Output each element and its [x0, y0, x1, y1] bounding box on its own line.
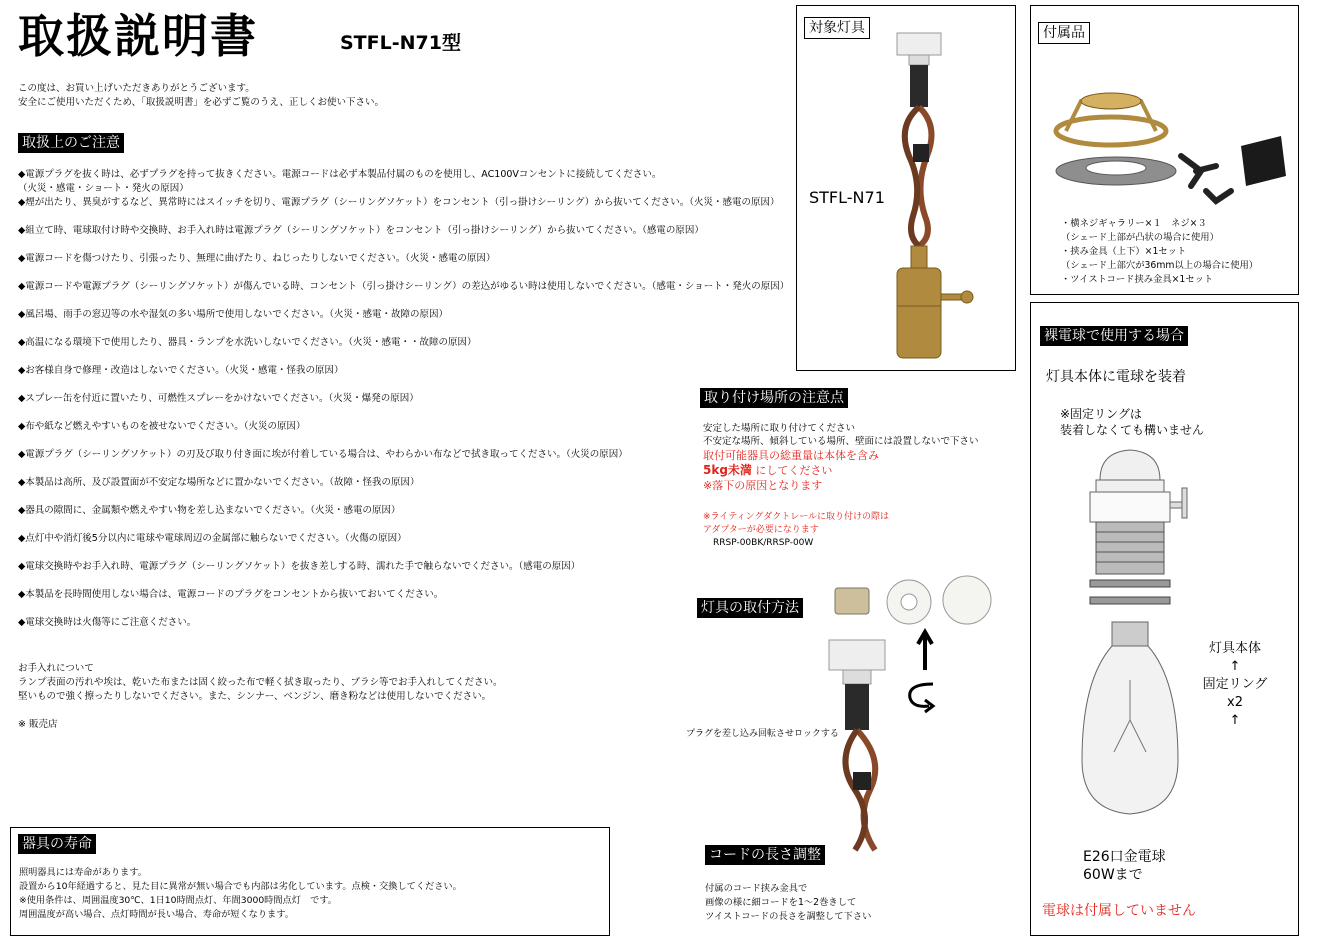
mounting-drop-note: ※落下の原因となります [703, 479, 823, 492]
mounting-line: 不安定な場所、傾斜している場所、壁面には設置しないで下さい [703, 436, 979, 447]
caution-item: ◆スプレー缶を付近に置いたり、可燃性スプレーをかけないでください。（火災・爆発の原因） [18, 393, 419, 404]
care-section [18, 662, 503, 704]
care-line: ランプ表面の汚れや埃は、乾いた布または固く絞った布で軽く拭き取ったり、ブラシ等でお手入れしてください。 [18, 677, 503, 688]
caution-item: ◆お客様自身で修理・改造はしないでください。（火災・感電・怪我の原因） [18, 365, 344, 376]
accessories-line: （シェード上部が凸状の場合に使用） [1061, 232, 1219, 243]
care-heading: お手入れについて [18, 663, 94, 674]
seller-note: ※ 販売店 [18, 719, 58, 730]
ring-note-line: ※固定リングは [1060, 407, 1142, 421]
caution-item: ◆高温になる環境下で使用したり、器具・ランプを水洗いしないでください。（火災・感電・・故障の原因） [18, 337, 477, 348]
rail-models: RRSP-00BK/RRSP-00W [713, 538, 814, 548]
accessories-line: ・挟み金具（上下）×1セット [1061, 246, 1187, 257]
stack-label: 灯具本体 [1208, 641, 1261, 656]
lifespan-line: 設置から10年経過すると、見た目に異常が無い場合でも内部は劣化しています。点検・交換してください。 [19, 881, 462, 892]
model-number: STFL-N71型 [340, 32, 461, 54]
bulb-not-included: 電球は付属していません [1042, 903, 1196, 919]
accessories-box [1030, 5, 1299, 295]
caution-item: ◆電球交換時は火傷等にご注意ください。 [18, 617, 197, 628]
lifespan-line: 周囲温度が高い場合、点灯時間が長い場合、寿命が短くなります。 [19, 909, 294, 920]
cord-length-line: 画像の様に細コードを1～2巻きして [705, 897, 857, 908]
caution-item: ◆風呂場、雨手の窓辺等の水や湿気の多い場所で使用しないでください。（火災・感電・故障の原因） [18, 309, 449, 320]
care-line: 堅いもので強く擦ったりしないでください。また、シンナー、ベンジン、磨き粉などは使用しないでください。 [18, 691, 492, 702]
caution-item: ◆組立て時、電球取付け時や交換時、お手入れ時は電源プラグ（シーリングソケット）をコンセント（引っ掛けシーリング）から抜いてください。（感電の原因） [18, 225, 704, 236]
caution-item: ◆布や紙など燃えやすいものを被せないでください。（火災の原因） [18, 421, 306, 432]
pendant-illustration [797, 6, 1017, 372]
install-illustration [815, 580, 1015, 860]
cord-length-text [705, 882, 871, 924]
lifespan-line: 照明器具には寿命があります。 [19, 867, 147, 878]
lifespan-text [19, 866, 462, 922]
caution-text: ◆電源プラグを抜く時は、必ずプラグを持って抜きください。電源コードは必ず本製品付属のものを使用し、AC100Vコンセントに接続してください。 [18, 169, 662, 180]
bulb-spec [1083, 848, 1166, 884]
page-title: 取扱説明書 [18, 9, 258, 63]
stack-arrow: ↑ [1229, 713, 1241, 728]
target-label: 対象灯具 [804, 17, 870, 39]
bare-bulb-heading: 裸電球で使用する場合 [1040, 326, 1188, 346]
stack-arrow: ↑ [1229, 659, 1241, 674]
accessories-line: ・ツイストコード挟み金具×1セット [1061, 274, 1214, 285]
cord-length-line: 付属のコード挟み金具で [705, 883, 808, 894]
accessories-line: （シェード上部穴が36mm以上の場合に使用） [1061, 260, 1259, 271]
cord-length-heading: コードの長さ調整 [705, 845, 825, 865]
caution-item: ◆煙が出たり、異臭がするなど、異常時にはスイッチを切り、電源プラグ（シーリングソケット）をコンセント（引っ掛けシーリング）から抜いてください。（火災・感電の原因） [18, 197, 780, 208]
lifespan-heading: 器具の寿命 [18, 834, 96, 854]
cautions-heading: 取扱上のご注意 [18, 133, 124, 153]
caution-item: ◆点灯中や消灯後5分以内に電球や電球周辺の金属部に触らないでください。（火傷の原因） [18, 533, 407, 544]
caution-item: ◆電源プラグ（シーリングソケット）の刃及び取り付き面に埃が付着している場合は、やわらかい布などで拭き取ってください。（火災の原因） [18, 449, 628, 460]
caution-item: ◆電源コードを傷つけたり、引張ったり、無理に曲げたり、ねじったりしないでください。（火災・感電の原因） [18, 253, 496, 264]
ring-note-line: 装着しなくても構いません [1060, 423, 1205, 437]
accessories-label: 付属品 [1038, 22, 1090, 44]
accessories-text [1061, 217, 1258, 287]
bulb-spec-line: 60Wまで [1083, 867, 1143, 883]
caution-item: ◆電球交換時やお手入れ時、電源プラグ（シーリングソケット）を抜き差しする時、濡れた手で触らないでください。（感電の原因） [18, 561, 581, 572]
intro-line: 安全にご使用いただくため、「取扱説明書」を必ずご覧のうえ、正しくお使い下さい。 [18, 97, 384, 108]
caution-item: ◆器具の隙間に、金属類や燃えやすい物を差し込まないでください。（火災・感電の原因） [18, 505, 401, 516]
rail-note: アダプターが必要になります [703, 525, 819, 535]
target-model: STFL-N71 [809, 188, 885, 207]
caution-item: ◆本製品は高所、及び設置面が不安定な場所などに置かないでください。（故障・怪我の原因） [18, 477, 420, 488]
bulb-spec-line: E26口金電球 [1083, 849, 1166, 865]
install-caption: プラグを差し込み回転させロックする [686, 729, 839, 739]
target-fixture-box [796, 5, 1016, 371]
caution-item: ◆電源コードや電源プラグ（シーリングソケット）が傷んでいる時、コンセント（引っ掛けシーリング）の差込がゆるい時は使用しないでください。（感電・ショート・発火の原因） [18, 281, 790, 292]
weight-limit-rest: にしてください [755, 464, 833, 477]
stack-label: x2 [1227, 695, 1243, 710]
weight-limit-value: 5kg未満 [703, 463, 752, 477]
mounting-heading: 取り付け場所の注意点 [700, 388, 848, 408]
lifespan-box [10, 827, 610, 936]
assembly-order [1200, 640, 1270, 730]
mounting-weight-limit [703, 463, 979, 478]
caution-text-cont: （火災・感電・ショート・発火の原因） [18, 183, 189, 194]
lifespan-line: ※使用条件は、周囲温度30℃、1日10時間点灯、年間3000時間点灯 です。 [19, 895, 337, 906]
rail-note: ※ライティングダクトレールに取り付けの際は [703, 512, 890, 522]
ring-note [1060, 406, 1204, 438]
caution-item [18, 168, 748, 196]
install-heading: 灯具の取付方法 [697, 598, 803, 618]
mounting-text [703, 422, 979, 550]
intro-line: この度は、お買い上げいただきありがとうございます。 [18, 83, 255, 94]
caution-item: ◆本製品を長時間使用しない場合は、電源コードのプラグをコンセントから抜いておいてください。 [18, 589, 444, 600]
intro-text [18, 82, 384, 110]
stack-label: 固定リング [1202, 677, 1268, 692]
cord-length-line: ツイストコードの長さを調整して下さい [705, 911, 872, 922]
mounting-weight-line: 取付可能器具の総重量は本体を含み [703, 449, 879, 462]
bare-bulb-subtitle: 灯具本体に電球を装着 [1046, 369, 1186, 385]
accessories-line: ・横ネジギャラリー×１ ネジ×３ [1061, 218, 1207, 229]
mounting-line: 安定した場所に取り付けてください [703, 423, 856, 434]
